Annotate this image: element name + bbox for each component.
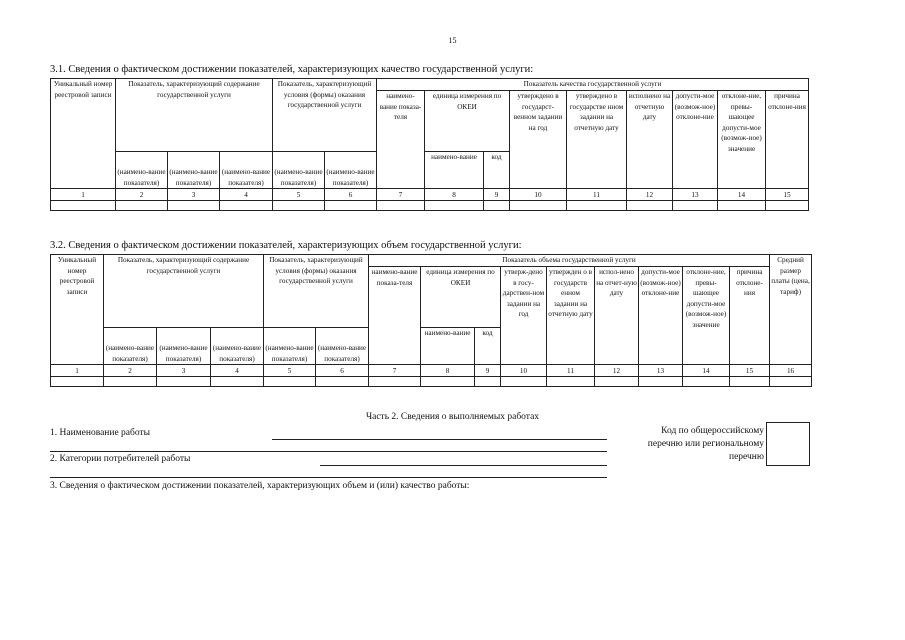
column-number: 3 [168,189,220,201]
column-number: 8 [425,189,484,201]
col-executed: испол-нено на отчет-ную дату [595,267,639,365]
consumers-label: 2. Категории потребителей работы [50,454,191,464]
part-2-title: Часть 2. Сведения о выполняемых работах [365,412,540,422]
col-indicator-subname: (наимено-вание показателя) [104,328,157,365]
col-indicator-subname: (наимено-вание показателя) [316,328,369,365]
col-avg-fee: Средний размер платы (цена, тариф) [770,255,812,365]
column-number: 10 [501,365,547,377]
work-name-field-continuation[interactable] [50,451,607,452]
work-name-label: 1. Наименование работы [50,428,151,438]
column-number: 14 [683,365,730,377]
work-name-field[interactable] [272,439,607,440]
col-group-unit: единица измерения по ОКЕИ [421,267,501,328]
col-group-volume: Показатель объема государственной услуги [369,255,770,267]
col-indicator-subname: (наимено-вание показателя) [211,328,264,365]
col-indicator-subname: (наимено-вание показателя) [220,152,273,189]
column-number: 11 [567,189,627,201]
column-number: 4 [220,189,273,201]
section-3-2-heading: 3.2. Сведения о фактическом достижении показателей, характеризующих объем государственной услуги: [50,240,522,251]
col-indicator-subname: (наимено-вание показателя) [116,152,168,189]
table-row [51,201,809,211]
col-deviation-reason: причина отклоне-ния [766,91,809,189]
col-unit-name: наимено-вание [421,328,475,365]
col-approved-year: утверждено в государст-венном задании на год [510,91,567,189]
column-number: 3 [157,365,211,377]
column-number: 12 [627,189,673,201]
col-exceeding-deviation: отклоне-ние, превы-шающее допусти-мое (возмож-ное) значение [718,91,766,189]
column-number: 5 [264,365,316,377]
column-number: 13 [673,189,718,201]
col-unique-number: Уникальный номер реестровой записи [51,255,104,365]
section-3-1-heading: 3.1. Сведения о фактическом достижении показателей, характеризующих качество государственной услуги: [50,64,534,75]
col-group-quality: Показатель качества государственной услуги [377,79,809,91]
col-approved-period: утвержден о в государств енном задании на отчетную дату [547,267,595,365]
col-unit-code: код [475,328,501,365]
col-approved-period: утверждено в государстве нном задании на отчетную дату [567,91,627,189]
column-number: 9 [475,365,501,377]
col-allowed-deviation: допусти-мое (возмож-ное) отклоне-ние [673,91,718,189]
column-number: 6 [316,365,369,377]
quality-indicators-table [50,78,809,211]
col-executed: исполнено на отчетную дату [627,91,673,189]
column-number: 10 [510,189,567,201]
col-indicator-name: наимено-вание показа-теля [369,267,421,365]
column-number: 6 [325,189,377,201]
column-number: 1 [51,365,104,377]
column-number: 15 [766,189,809,201]
col-indicator-subname: (наимено-вание показателя) [273,152,325,189]
column-number: 16 [770,365,812,377]
achievement-label: 3. Сведения о фактическом достижении показателей, характеризующих объем и (или) качество работы: [50,481,470,491]
column-number: 15 [730,365,770,377]
col-allowed-deviation: допусти-мое (возмож-ное) отклоне-ние [639,267,683,365]
column-number: 12 [595,365,639,377]
col-approved-year: утверж-дено в госу-дарствен-ном задании на год [501,267,547,365]
col-indicator-subname: (наимено-вание показателя) [325,152,377,189]
code-label: Код по общероссийскому перечню или региональному перечню [647,426,764,462]
consumers-field-continuation[interactable] [50,477,607,478]
column-number: 13 [639,365,683,377]
col-indicator-subname: (наимено-вание показателя) [157,328,211,365]
column-number: 7 [377,189,425,201]
consumers-field[interactable] [320,465,607,466]
column-number: 8 [421,365,475,377]
col-group-conditions: Показатель, характеризующий условия (формы) оказания государственной услуги [273,79,377,152]
col-indicator-subname: (наимено-вание показателя) [168,152,220,189]
table-row [51,377,812,387]
volume-indicators-table [50,254,812,387]
col-unit-name: наимено-вание [425,152,484,189]
col-group-content: Показатель, характеризующий содержание государственной услуги [116,79,273,152]
col-exceeding-deviation: отклоне-ние, превы-шающее допусти-мое (возмож-ное) значение [683,267,730,365]
column-number: 11 [547,365,595,377]
col-group-content: Показатель, характеризующий содержание государственной услуги [104,255,264,328]
column-number: 4 [211,365,264,377]
col-deviation-reason: причина отклоне-ния [730,267,770,365]
col-indicator-subname: (наимено-вание показателя) [264,328,316,365]
col-group-unit: единица измерения по ОКЕИ [425,91,510,152]
page-number: 15 [448,36,457,45]
col-group-conditions: Показатель, характеризующий условия (формы) оказания государственной услуги [264,255,369,328]
column-number: 2 [116,189,168,201]
column-number: 2 [104,365,157,377]
column-number: 5 [273,189,325,201]
column-number: 9 [484,189,510,201]
column-number: 7 [369,365,421,377]
col-indicator-name: наимено-вание показа-теля [377,91,425,189]
col-unique-number: Уникальный номер реестровой записи [51,79,116,189]
code-input-box[interactable] [766,422,810,466]
col-unit-code: код [484,152,510,189]
column-number: 1 [51,189,116,201]
column-number: 14 [718,189,766,201]
